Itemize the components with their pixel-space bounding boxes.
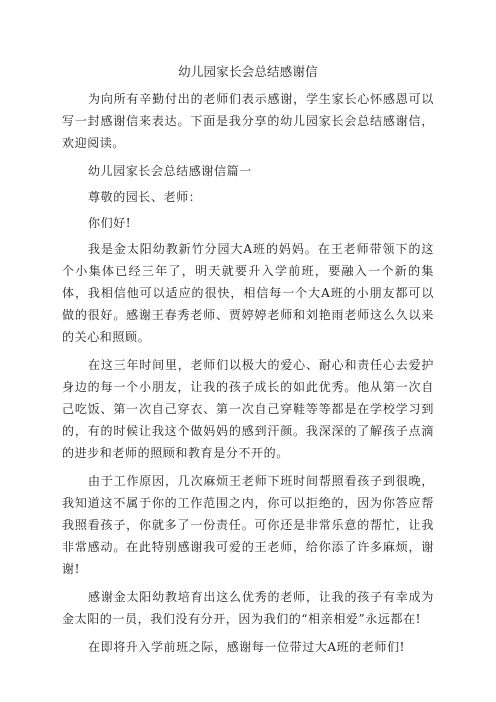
section-heading: 幼儿园家长会总结感谢信篇一 xyxy=(88,164,252,178)
body-paragraph: 由于工作原因，几次麻烦王老师下班时间帮照看孩子到很晚，我知道这不属于你的工作范围之内，你可以拒绝的，因为你答应帮我照看孩子，你就多了一份责任。可你还是非常乐意的帮忙，让我非常感动。在此特别感谢我可爱的王老师，给你添了许多麻烦，谢谢! xyxy=(62,474,434,576)
closing-paragraph: 在即将升入学前班之际，感谢每一位带过大A班的老师们! xyxy=(88,640,406,654)
body-paragraph: 感谢金太阳幼教培育出这么优秀的老师，让我的孩子有幸成为金太阳的一员，我们没有分开，因为我们的“相亲相爱”永远都在! xyxy=(62,590,434,626)
document-body xyxy=(62,62,434,664)
document-title: 幼儿园家长会总结感谢信 xyxy=(178,64,318,79)
salutation: 尊敬的园长、老师： xyxy=(88,190,202,204)
greeting: 你们好! xyxy=(88,216,132,230)
body-paragraph: 在这三年时间里，老师们以极大的爱心、耐心和责任心去爱护身边的每一个小朋友，让我的孩子成长的如此优秀。他从第一次自己吃饭、第一次自己穿衣、第一次自己穿鞋等等都是在学校学习到的，有的时候让我这个做妈妈的感到汗颜。我深深的了解孩子点滴的进步和老师的照顾和教育是分不开的。 xyxy=(62,358,434,460)
intro-paragraph: 为向所有辛勤付出的老师们表示感谢，学生家长心怀感恩可以写一封感谢信来表达。下面是我分享的幼儿园家长会总结感谢信，欢迎阅读。 xyxy=(62,92,434,150)
body-paragraph: 我是金太阳幼教新竹分园大A班的妈妈。在王老师带领下的这个小集体已经三年了，明天就要升入学前班，要融入一个新的集体，我相信他可以适应的很快，相信每一个大A班的小朋友都可以做的很好。感谢王春秀老师、贾婷婷老师和刘艳雨老师这么久以来的关心和照顾。 xyxy=(62,242,434,344)
